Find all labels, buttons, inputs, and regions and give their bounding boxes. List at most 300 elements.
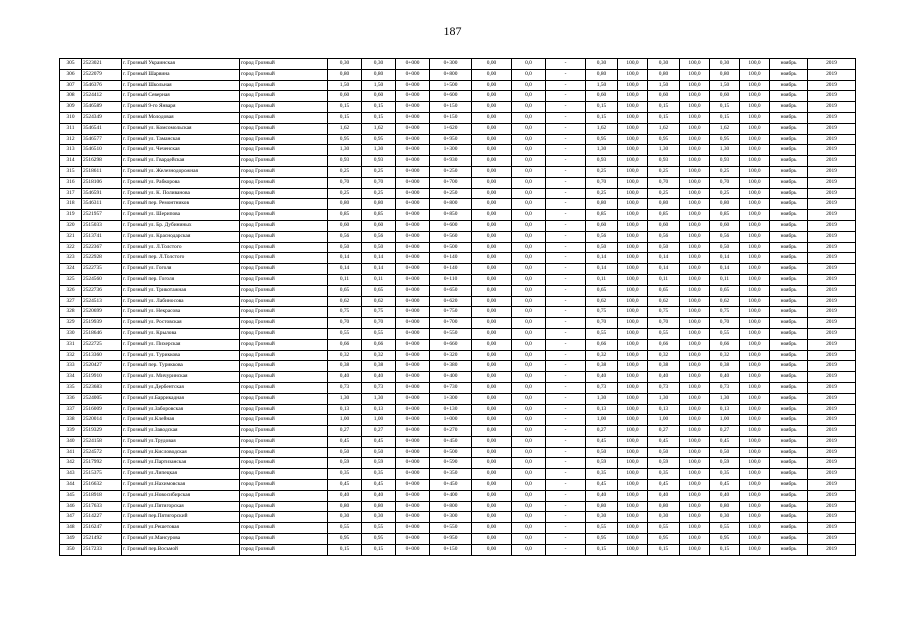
- road-code: 2520699: [82, 307, 122, 318]
- year-cell: 2019: [808, 544, 856, 555]
- percent-e: 100,0: [740, 544, 770, 555]
- km-start: 0+000: [396, 307, 430, 318]
- row-number: 350: [60, 544, 82, 555]
- road-code: 2524349: [82, 112, 122, 123]
- month-cell: ноябрь: [770, 372, 808, 383]
- total-length: 0,30: [328, 512, 362, 523]
- length-b: 0,0: [512, 199, 546, 210]
- length-a: 0,00: [472, 393, 512, 404]
- length-in-city: 0,95: [362, 134, 396, 145]
- length-b: 0,0: [512, 59, 546, 70]
- month-cell: ноябрь: [770, 458, 808, 469]
- length-b: 0,0: [512, 544, 546, 555]
- km-end: 0+320: [430, 350, 472, 361]
- year-cell: 2019: [808, 534, 856, 545]
- length-d: 0,14: [648, 253, 680, 264]
- percent-d: 100,0: [680, 307, 710, 318]
- length-d: 0,93: [648, 156, 680, 167]
- length-c: 0,32: [586, 350, 618, 361]
- length-a: 0,00: [472, 447, 512, 458]
- length-e: 0,65: [710, 285, 740, 296]
- length-b: 0,0: [512, 404, 546, 415]
- locality: город Грозный: [240, 458, 328, 469]
- locality: город Грозный: [240, 361, 328, 372]
- dash-cell: -: [546, 382, 586, 393]
- year-cell: 2019: [808, 415, 856, 426]
- km-start: 0+000: [396, 296, 430, 307]
- table-row: [60, 458, 856, 469]
- road-name: г. Грозный ул. Гоголя: [122, 264, 240, 275]
- total-length: 0,14: [328, 264, 362, 275]
- row-number: 308: [60, 91, 82, 102]
- locality: город Грозный: [240, 382, 328, 393]
- length-e: 0,30: [710, 59, 740, 70]
- length-a: 0,00: [472, 274, 512, 285]
- length-e: 1,00: [710, 415, 740, 426]
- length-e: 0,55: [710, 523, 740, 534]
- table-row: [60, 426, 856, 437]
- year-cell: 2019: [808, 285, 856, 296]
- locality: город Грозный: [240, 80, 328, 91]
- length-b: 0,0: [512, 469, 546, 480]
- percent-e: 100,0: [740, 393, 770, 404]
- km-start: 0+000: [396, 166, 430, 177]
- length-d: 0,11: [648, 274, 680, 285]
- length-in-city: 0,80: [362, 199, 396, 210]
- length-d: 0,50: [648, 242, 680, 253]
- percent-c: 100,0: [618, 393, 648, 404]
- road-name: г. Грозный ул.Заводская: [122, 426, 240, 437]
- table-row: [60, 361, 856, 372]
- km-end: 0+600: [430, 220, 472, 231]
- percent-d: 100,0: [680, 145, 710, 156]
- total-length: 0,59: [328, 458, 362, 469]
- km-end: 0+700: [430, 177, 472, 188]
- percent-d: 100,0: [680, 59, 710, 70]
- month-cell: ноябрь: [770, 59, 808, 70]
- length-b: 0,0: [512, 274, 546, 285]
- percent-d: 100,0: [680, 210, 710, 221]
- year-cell: 2019: [808, 123, 856, 134]
- row-number: 340: [60, 436, 82, 447]
- length-in-city: 0,50: [362, 447, 396, 458]
- length-d: 0,60: [648, 91, 680, 102]
- row-number: 317: [60, 188, 82, 199]
- table-row: [60, 318, 856, 329]
- length-d: 0,80: [648, 501, 680, 512]
- road-name: г. Грозный ул. Краснодарская: [122, 231, 240, 242]
- length-c: 0,93: [586, 156, 618, 167]
- length-d: 0,95: [648, 134, 680, 145]
- length-c: 0,55: [586, 328, 618, 339]
- road-name: г. Грозный ул. Ростовская: [122, 318, 240, 329]
- total-length: 1,30: [328, 145, 362, 156]
- length-b: 0,0: [512, 231, 546, 242]
- road-code: 3546376: [82, 80, 122, 91]
- row-number: 344: [60, 480, 82, 491]
- dash-cell: -: [546, 231, 586, 242]
- percent-e: 100,0: [740, 188, 770, 199]
- locality: город Грозный: [240, 112, 328, 123]
- road-code: 2519939: [82, 318, 122, 329]
- road-name: г. Грозный ул. Комсомольская: [122, 123, 240, 134]
- percent-c: 100,0: [618, 404, 648, 415]
- month-cell: ноябрь: [770, 296, 808, 307]
- length-c: 0,11: [586, 274, 618, 285]
- length-d: 0,25: [648, 188, 680, 199]
- length-c: 0,45: [586, 480, 618, 491]
- road-name: г. Грозный пер. Туриккова: [122, 361, 240, 372]
- road-code: 2516632: [82, 480, 122, 491]
- length-b: 0,0: [512, 523, 546, 534]
- percent-e: 100,0: [740, 426, 770, 437]
- dash-cell: -: [546, 490, 586, 501]
- km-start: 0+000: [396, 523, 430, 534]
- percent-d: 100,0: [680, 426, 710, 437]
- km-end: 0+150: [430, 102, 472, 113]
- total-length: 0,60: [328, 91, 362, 102]
- total-length: 0,62: [328, 296, 362, 307]
- total-length: 0,70: [328, 318, 362, 329]
- road-code: 2524560: [82, 274, 122, 285]
- total-length: 0,55: [328, 523, 362, 534]
- dash-cell: -: [546, 145, 586, 156]
- percent-c: 100,0: [618, 436, 648, 447]
- length-a: 0,00: [472, 188, 512, 199]
- road-name: г. Грозный ул. Рабкорова: [122, 177, 240, 188]
- locality: город Грозный: [240, 188, 328, 199]
- month-cell: ноябрь: [770, 447, 808, 458]
- row-number: 331: [60, 339, 82, 350]
- length-c: 0,55: [586, 523, 618, 534]
- length-e: 0,32: [710, 350, 740, 361]
- length-a: 0,00: [472, 534, 512, 545]
- length-e: 0,60: [710, 91, 740, 102]
- year-cell: 2019: [808, 134, 856, 145]
- table-row: [60, 231, 856, 242]
- road-code: 3546591: [82, 188, 122, 199]
- percent-c: 100,0: [618, 458, 648, 469]
- km-start: 0+000: [396, 350, 430, 361]
- road-name: г. Грозный ул.Мансурова: [122, 534, 240, 545]
- length-d: 0,13: [648, 404, 680, 415]
- table-row: [60, 534, 856, 545]
- locality: город Грозный: [240, 318, 328, 329]
- length-b: 0,0: [512, 436, 546, 447]
- row-number: 312: [60, 134, 82, 145]
- row-number: 334: [60, 372, 82, 383]
- month-cell: ноябрь: [770, 156, 808, 167]
- row-number: 309: [60, 102, 82, 113]
- length-a: 0,00: [472, 382, 512, 393]
- percent-d: 100,0: [680, 415, 710, 426]
- length-e: 0,60: [710, 220, 740, 231]
- row-number: 307: [60, 80, 82, 91]
- year-cell: 2019: [808, 145, 856, 156]
- length-e: 0,95: [710, 134, 740, 145]
- road-code: 2520427: [82, 361, 122, 372]
- km-start: 0+000: [396, 145, 430, 156]
- total-length: 0,15: [328, 544, 362, 555]
- km-end: 0+300: [430, 59, 472, 70]
- length-e: 0,93: [710, 156, 740, 167]
- road-name: г. Грозный пер.Пятигорский: [122, 512, 240, 523]
- length-b: 0,0: [512, 372, 546, 383]
- length-c: 0,75: [586, 307, 618, 318]
- length-d: 0,85: [648, 210, 680, 221]
- km-end: 0+800: [430, 501, 472, 512]
- table-row: [60, 274, 856, 285]
- length-d: 0,30: [648, 512, 680, 523]
- dash-cell: -: [546, 339, 586, 350]
- dash-cell: -: [546, 523, 586, 534]
- locality: город Грозный: [240, 253, 328, 264]
- locality: город Грозный: [240, 166, 328, 177]
- km-start: 0+000: [396, 318, 430, 329]
- year-cell: 2019: [808, 372, 856, 383]
- length-c: 0,73: [586, 382, 618, 393]
- road-name: г. Грозный ул. Трикотажная: [122, 285, 240, 296]
- length-a: 0,00: [472, 264, 512, 275]
- percent-d: 100,0: [680, 102, 710, 113]
- length-e: 0,70: [710, 318, 740, 329]
- percent-c: 100,0: [618, 134, 648, 145]
- length-in-city: 1,00: [362, 415, 396, 426]
- length-d: 0,73: [648, 382, 680, 393]
- length-in-city: 0,38: [362, 361, 396, 372]
- locality: город Грозный: [240, 426, 328, 437]
- km-end: 0+450: [430, 436, 472, 447]
- dash-cell: -: [546, 447, 586, 458]
- length-e: 0,80: [710, 501, 740, 512]
- month-cell: ноябрь: [770, 328, 808, 339]
- length-in-city: 0,60: [362, 220, 396, 231]
- month-cell: ноябрь: [770, 177, 808, 188]
- length-b: 0,0: [512, 350, 546, 361]
- road-name: г. Грозный ул. Некрасова: [122, 307, 240, 318]
- dash-cell: -: [546, 253, 586, 264]
- dash-cell: -: [546, 210, 586, 221]
- road-name: г. Грозный ул.Клейная: [122, 415, 240, 426]
- locality: город Грозный: [240, 523, 328, 534]
- length-d: 0,55: [648, 328, 680, 339]
- row-number: 323: [60, 253, 82, 264]
- percent-c: 100,0: [618, 231, 648, 242]
- km-start: 0+000: [396, 253, 430, 264]
- length-c: 0,45: [586, 436, 618, 447]
- table-row: [60, 134, 856, 145]
- km-start: 0+000: [396, 490, 430, 501]
- locality: город Грозный: [240, 512, 328, 523]
- dash-cell: -: [546, 501, 586, 512]
- percent-c: 100,0: [618, 199, 648, 210]
- percent-e: 100,0: [740, 145, 770, 156]
- length-d: 0,15: [648, 102, 680, 113]
- year-cell: 2019: [808, 69, 856, 80]
- length-a: 0,00: [472, 69, 512, 80]
- percent-d: 100,0: [680, 274, 710, 285]
- percent-c: 100,0: [618, 274, 648, 285]
- year-cell: 2019: [808, 210, 856, 221]
- length-a: 0,00: [472, 80, 512, 91]
- percent-e: 100,0: [740, 274, 770, 285]
- percent-c: 100,0: [618, 156, 648, 167]
- length-e: 0,25: [710, 188, 740, 199]
- percent-e: 100,0: [740, 242, 770, 253]
- dash-cell: -: [546, 318, 586, 329]
- length-d: 0,75: [648, 307, 680, 318]
- length-in-city: 1,30: [362, 393, 396, 404]
- month-cell: ноябрь: [770, 426, 808, 437]
- length-d: 0,50: [648, 447, 680, 458]
- length-a: 0,00: [472, 458, 512, 469]
- km-start: 0+000: [396, 372, 430, 383]
- month-cell: ноябрь: [770, 253, 808, 264]
- length-e: 0,27: [710, 426, 740, 437]
- percent-e: 100,0: [740, 447, 770, 458]
- length-in-city: 0,14: [362, 253, 396, 264]
- length-d: 0,40: [648, 372, 680, 383]
- length-a: 0,00: [472, 220, 512, 231]
- length-d: 1,30: [648, 145, 680, 156]
- km-start: 0+000: [396, 534, 430, 545]
- percent-d: 100,0: [680, 512, 710, 523]
- month-cell: ноябрь: [770, 393, 808, 404]
- length-in-city: 0,80: [362, 69, 396, 80]
- total-length: 1,62: [328, 123, 362, 134]
- length-in-city: 0,27: [362, 426, 396, 437]
- row-number: 343: [60, 469, 82, 480]
- road-name: г. Грозный Школьная: [122, 80, 240, 91]
- length-b: 0,0: [512, 91, 546, 102]
- month-cell: ноябрь: [770, 285, 808, 296]
- length-c: 0,65: [586, 285, 618, 296]
- road-name: г. Грозный 9-го Января: [122, 102, 240, 113]
- length-c: 0,80: [586, 501, 618, 512]
- km-end: 0+750: [430, 307, 472, 318]
- year-cell: 2019: [808, 512, 856, 523]
- road-code: 2521492: [82, 534, 122, 545]
- road-name: г. Грозный ул.Липецкая: [122, 469, 240, 480]
- length-b: 0,0: [512, 361, 546, 372]
- dash-cell: -: [546, 544, 586, 555]
- length-a: 0,00: [472, 285, 512, 296]
- row-number: 306: [60, 69, 82, 80]
- year-cell: 2019: [808, 102, 856, 113]
- percent-c: 100,0: [618, 91, 648, 102]
- length-in-city: 0,14: [362, 264, 396, 275]
- length-in-city: 0,11: [362, 274, 396, 285]
- length-d: 0,27: [648, 426, 680, 437]
- dash-cell: -: [546, 59, 586, 70]
- row-number: 338: [60, 415, 82, 426]
- percent-c: 100,0: [618, 501, 648, 512]
- length-b: 0,0: [512, 242, 546, 253]
- month-cell: ноябрь: [770, 436, 808, 447]
- row-number: 328: [60, 307, 82, 318]
- percent-c: 100,0: [618, 253, 648, 264]
- km-start: 0+000: [396, 447, 430, 458]
- percent-e: 100,0: [740, 210, 770, 221]
- road-code: 2514227: [82, 512, 122, 523]
- locality: город Грозный: [240, 102, 328, 113]
- table-row: [60, 177, 856, 188]
- year-cell: 2019: [808, 523, 856, 534]
- length-d: 0,65: [648, 285, 680, 296]
- dash-cell: -: [546, 393, 586, 404]
- dash-cell: -: [546, 512, 586, 523]
- month-cell: ноябрь: [770, 166, 808, 177]
- road-name: г. Грозный ул. Мичуринская: [122, 372, 240, 383]
- road-code: 3546577: [82, 134, 122, 145]
- length-c: 0,27: [586, 426, 618, 437]
- length-e: 1,50: [710, 80, 740, 91]
- road-name: г. Грозный Молодовая: [122, 112, 240, 123]
- road-name: г. Грозный Северная: [122, 91, 240, 102]
- percent-c: 100,0: [618, 328, 648, 339]
- length-e: 0,66: [710, 339, 740, 350]
- length-b: 0,0: [512, 166, 546, 177]
- total-length: 0,40: [328, 372, 362, 383]
- month-cell: ноябрь: [770, 274, 808, 285]
- length-d: 1,62: [648, 123, 680, 134]
- length-in-city: 0,15: [362, 544, 396, 555]
- length-a: 0,00: [472, 512, 512, 523]
- km-start: 0+000: [396, 91, 430, 102]
- road-code: 2524572: [82, 447, 122, 458]
- locality: город Грозный: [240, 339, 328, 350]
- length-a: 0,00: [472, 156, 512, 167]
- table-row: [60, 123, 856, 134]
- length-d: 0,70: [648, 177, 680, 188]
- percent-d: 100,0: [680, 264, 710, 275]
- length-c: 0,70: [586, 318, 618, 329]
- year-cell: 2019: [808, 447, 856, 458]
- km-start: 0+000: [396, 102, 430, 113]
- percent-d: 100,0: [680, 242, 710, 253]
- length-a: 0,00: [472, 318, 512, 329]
- length-in-city: 0,45: [362, 480, 396, 491]
- percent-e: 100,0: [740, 80, 770, 91]
- road-name: г. Грозный ул.Пятигорская: [122, 501, 240, 512]
- table-row: [60, 102, 856, 113]
- locality: город Грозный: [240, 242, 328, 253]
- locality: город Грозный: [240, 480, 328, 491]
- year-cell: 2019: [808, 339, 856, 350]
- total-length: 1,30: [328, 393, 362, 404]
- road-code: 2522079: [82, 69, 122, 80]
- km-start: 0+000: [396, 134, 430, 145]
- dash-cell: -: [546, 264, 586, 275]
- length-in-city: 0,80: [362, 501, 396, 512]
- length-c: 1,30: [586, 393, 618, 404]
- km-start: 0+000: [396, 242, 430, 253]
- percent-e: 100,0: [740, 404, 770, 415]
- length-e: 0,15: [710, 112, 740, 123]
- percent-d: 100,0: [680, 361, 710, 372]
- locality: город Грозный: [240, 404, 328, 415]
- month-cell: ноябрь: [770, 91, 808, 102]
- row-number: 341: [60, 447, 82, 458]
- percent-d: 100,0: [680, 69, 710, 80]
- month-cell: ноябрь: [770, 69, 808, 80]
- percent-c: 100,0: [618, 296, 648, 307]
- table-row: [60, 220, 856, 231]
- dash-cell: -: [546, 166, 586, 177]
- km-end: 0+800: [430, 69, 472, 80]
- year-cell: 2019: [808, 274, 856, 285]
- year-cell: 2019: [808, 350, 856, 361]
